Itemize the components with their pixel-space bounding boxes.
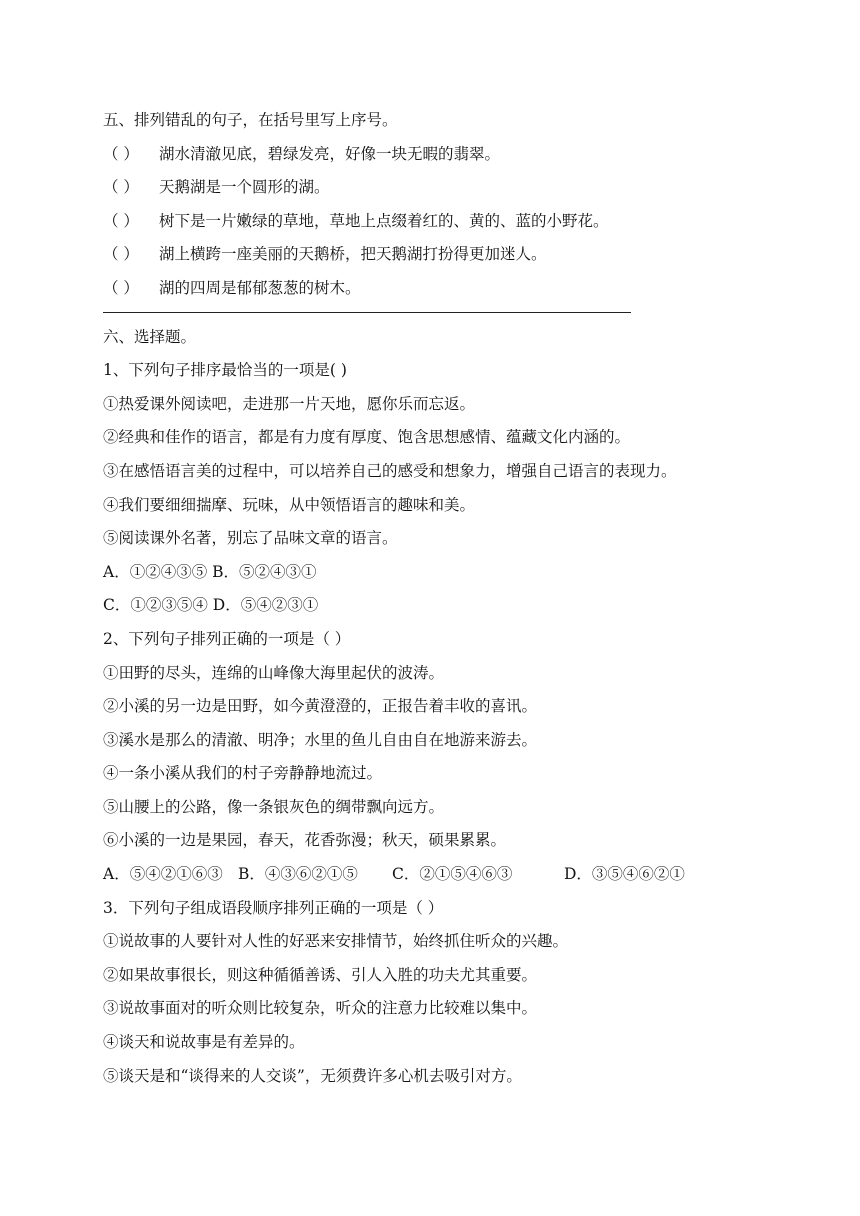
- ordering-item: [103, 272, 763, 306]
- q3-sentence: ⑤谈天是和“谈得来的人交谈”，无须费许多心机去吸引对方。: [103, 1066, 522, 1085]
- q2-sentence: ⑥小溪的一边是果园，春天，花香弥漫；秋天，硕果累累。: [103, 831, 507, 850]
- answer-paren[interactable]: （ ）: [103, 211, 139, 230]
- ordering-item: [103, 238, 763, 272]
- q1-options-ab: A．①②④③⑤ B．⑤②④③①: [103, 562, 317, 581]
- answer-paren[interactable]: （ ）: [103, 144, 139, 163]
- section-6-title: 六、选择题。: [103, 327, 197, 346]
- question-1: 1、下列句子排序最恰当的一项是( ): [103, 361, 347, 380]
- q2-sentence: ③溪水是那么的清澈、明净；水里的鱼儿自由自在地游来游去。: [103, 730, 538, 749]
- q2-sentence: ②小溪的另一边是田野，如今黄澄澄的，正报告着丰收的喜讯。: [103, 697, 538, 716]
- ordering-sentence: 湖上横跨一座美丽的天鹅桥，把天鹅湖打扮得更加迷人。: [159, 245, 547, 264]
- ordering-item: [103, 205, 763, 239]
- ordering-sentence: 树下是一片嫩绿的草地，草地上点缀着红的、黄的、蓝的小野花。: [159, 211, 609, 230]
- q2-option-d: D．③⑤④⑥②①: [564, 865, 685, 884]
- q1-sentence: ⑤阅读课外名著，别忘了品味文章的语言。: [103, 529, 398, 548]
- q1-sentence: ④我们要细细揣摩、玩味，从中领悟语言的趣味和美。: [103, 495, 476, 514]
- q2-option-a: A．⑤④②①⑥③: [103, 865, 223, 884]
- question-2: 2、下列句子排列正确的一项是（ ）: [103, 629, 351, 648]
- ordering-sentence: 湖的四周是郁郁葱葱的树木。: [159, 278, 361, 297]
- q2-sentence: ④一条小溪从我们的村子旁静静地流过。: [103, 764, 383, 783]
- q2-options: [103, 858, 763, 892]
- section-divider: [103, 312, 631, 313]
- q1-sentence: ②经典和佳作的语言，都是有力度有厚度、饱含思想感情、蕴藏文化内涵的。: [103, 428, 631, 447]
- answer-paren[interactable]: （ ）: [103, 178, 139, 197]
- q1-sentence: ③在感悟语言美的过程中，可以培养自己的感受和想象力，增强自己语言的表现力。: [103, 461, 677, 480]
- q1-sentence: ①热爱课外阅读吧，走进那一片天地，愿你乐而忘返。: [103, 394, 476, 413]
- answer-paren[interactable]: （ ）: [103, 245, 139, 264]
- section-5-title: 五、排列错乱的句子，在括号里写上序号。: [103, 111, 398, 129]
- q3-sentence: ④谈天和说故事是有差异的。: [103, 1033, 305, 1052]
- ordering-item: [103, 171, 763, 205]
- ordering-item: [103, 138, 763, 172]
- q2-sentence: ⑤山腰上的公路，像一条银灰色的绸带飘向远方。: [103, 797, 445, 816]
- q2-sentence: ①田野的尽头，连绵的山峰像大海里起伏的波涛。: [103, 663, 445, 682]
- ordering-sentence: 天鹅湖是一个圆形的湖。: [159, 178, 330, 197]
- answer-paren[interactable]: （ ）: [103, 278, 139, 297]
- q2-option-c: C．②①⑤④⑥③: [392, 865, 513, 884]
- worksheet-page: [103, 104, 763, 1093]
- ordering-sentence: 湖水清澈见底，碧绿发亮，好像一块无暇的翡翠。: [159, 144, 501, 163]
- q3-sentence: ③说故事面对的听众则比较复杂，听众的注意力比较难以集中。: [103, 999, 538, 1018]
- q3-sentence: ①说故事的人要针对人性的好恶来安排情节，始终抓住听众的兴趣。: [103, 932, 569, 951]
- q2-option-b: B．④③⑥②①⑤: [238, 865, 358, 884]
- question-3: 3．下列句子组成语段顺序排列正确的一项是（ ）: [103, 898, 444, 917]
- q3-sentence: ②如果故事很长，则这种循循善诱、引人入胜的功夫尤其重要。: [103, 965, 538, 984]
- q1-options-cd: C．①②③⑤④ D．⑤④②③①: [103, 596, 319, 615]
